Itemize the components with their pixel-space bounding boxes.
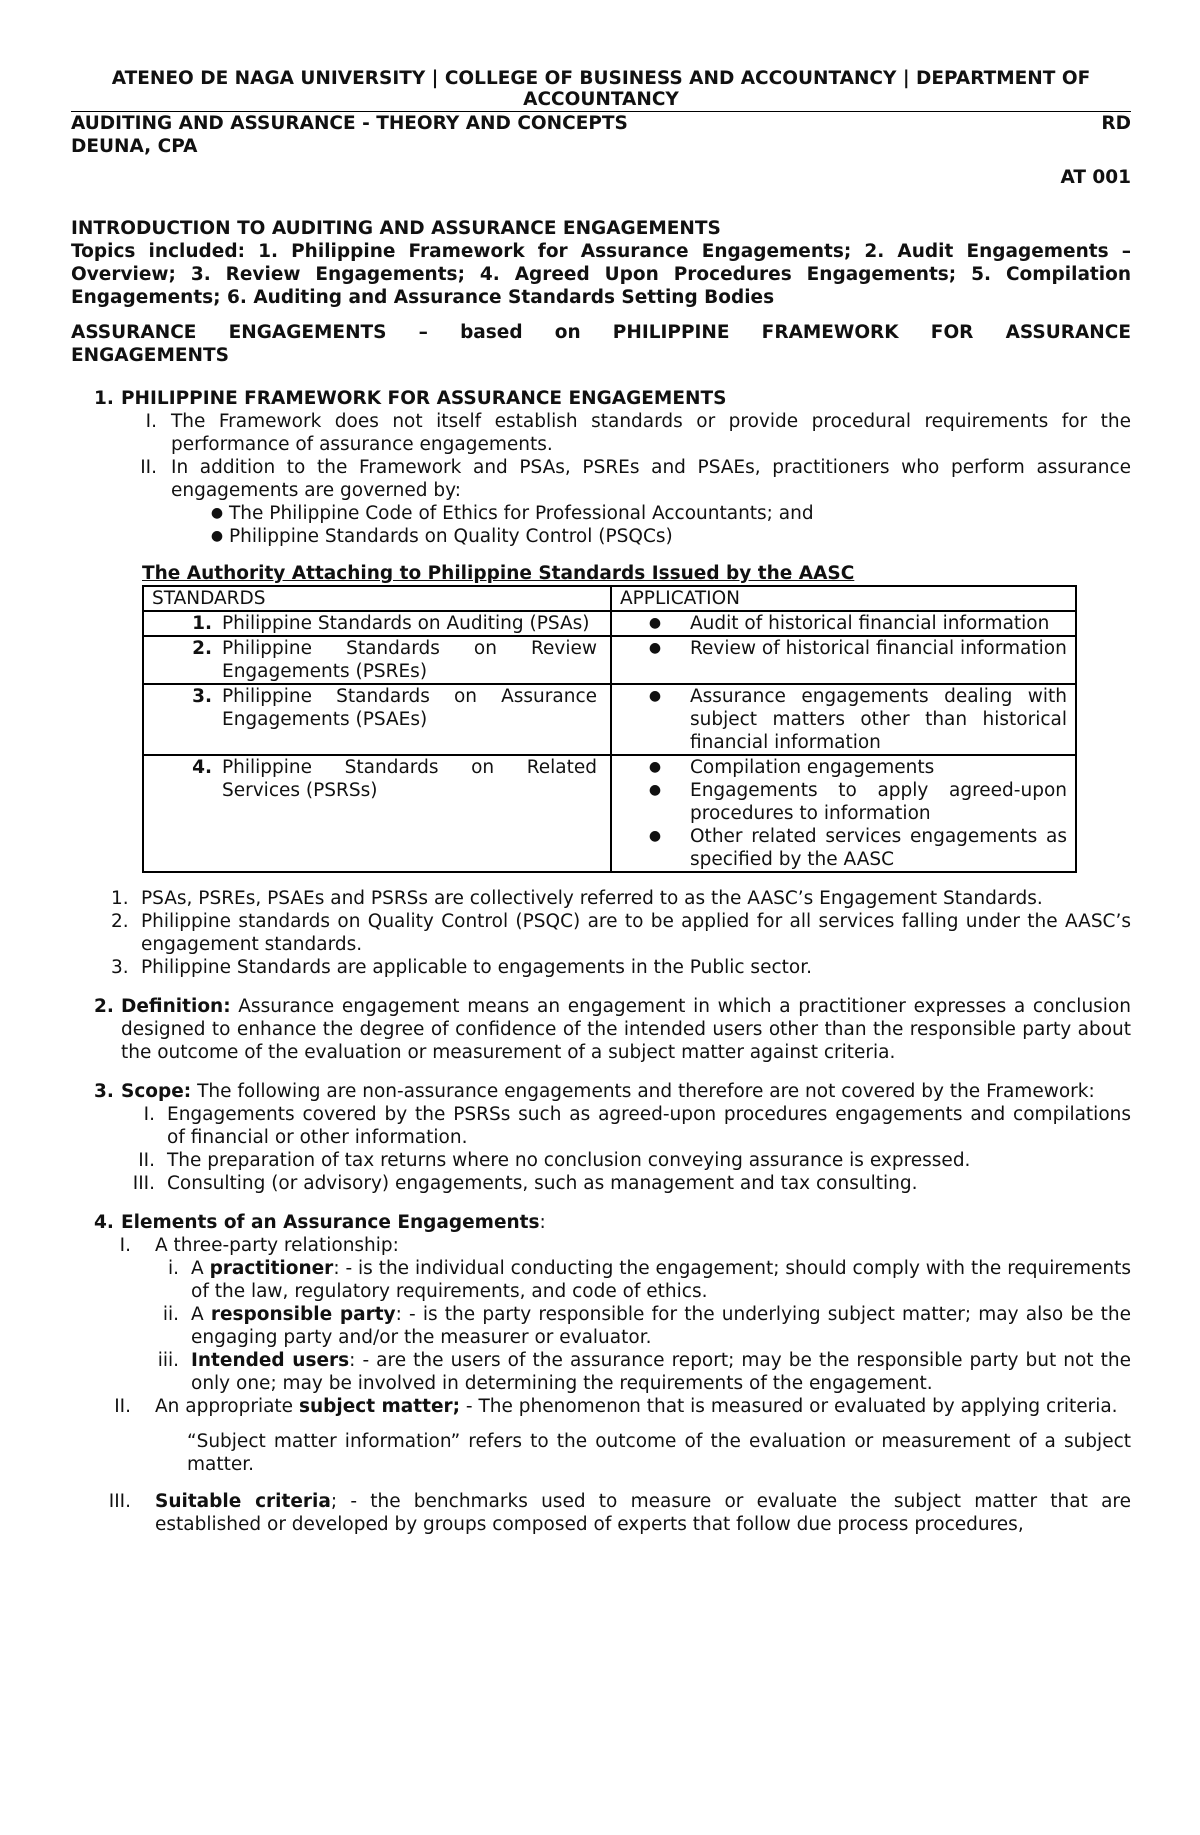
section-1 [94, 387, 1131, 410]
standard-cell [143, 611, 611, 636]
party-body [191, 1349, 1131, 1395]
party-prefix: A [191, 1258, 210, 1279]
topics-included: Topics included: 1. Philippine Framework for Assurance Engagements; 2. Audit Engagements – Overview; 3. Review Engagements; 4. Agreed Upon Procedures Engagements; 5. Compilation Engagements; 6. Auditing and Assurance Standards Setting Bodies [71, 241, 1131, 308]
element-item-3 [59, 1490, 1131, 1536]
scope-item-text: The preparation of tax returns where no conclusion conveying assurance is expressed. [167, 1150, 971, 1171]
application-cell [611, 755, 1076, 872]
party-body [191, 1257, 1131, 1303]
intro-title: INTRODUCTION TO AUDITING AND ASSURANCE ENGAGEMENTS [71, 218, 721, 239]
party-text: : - is the individual conducting the engagement; should comply with the requirements of the law, regulatory requirements, and code of ethics. [191, 1258, 1131, 1302]
section-2-number: 2. [94, 996, 114, 1017]
element-item-1 [59, 1234, 1131, 1257]
scope-item [71, 1172, 1131, 1195]
party-numeral: ii. [162, 1304, 179, 1325]
section-4-title [121, 1211, 1131, 1234]
table-row [143, 684, 1076, 755]
roman-numeral: II. [140, 457, 157, 478]
governance-bullets [205, 502, 1131, 548]
note-text: Philippine standards on Quality Control (PSQC) are to be applied for all services falling under the AASC’s engagement standards. [141, 911, 1131, 955]
party-list [71, 1257, 1131, 1395]
standard-name: Philippine Standards on Review Engagements (PSREs) [222, 638, 597, 682]
bullet-item [205, 502, 1131, 525]
column-header-application: APPLICATION [611, 586, 1076, 611]
institution-header: ATENEO DE NAGA UNIVERSITY | COLLEGE OF BUSINESS AND ACCOUNTANCY | DEPARTMENT OF ACCOUNTANCY [111, 68, 1091, 110]
party-text: : - is the party responsible for the underlying subject matter; may also be the engaging party and/or the measurer or evaluator. [191, 1304, 1131, 1348]
note-number: 3. [111, 957, 129, 978]
bullet-item [205, 525, 1131, 548]
party-text: : - are the users of the assurance report; may be the responsible party but not the only one; may be involved in determining the requirements of the engagement. [191, 1350, 1131, 1394]
section-1-title: PHILIPPINE FRAMEWORK FOR ASSURANCE ENGAGEMENTS [121, 388, 727, 409]
row-number: 4. [192, 757, 212, 778]
scope-text: The following are non-assurance engagements and therefore are not covered by the Framework: [197, 1081, 1095, 1102]
application-item [620, 779, 1067, 825]
bullet-icon: ● [648, 782, 662, 798]
bullet-icon: ● [648, 640, 662, 656]
roman-numeral: I. [119, 1235, 131, 1256]
element-body [155, 1490, 1131, 1536]
scope-label: Scope: [121, 1081, 192, 1102]
application-item [620, 637, 1067, 660]
note-item [111, 910, 1131, 956]
roman-numeral: II. [114, 1396, 131, 1417]
elements-colon: : [539, 1212, 546, 1233]
section-2-body [121, 995, 1131, 1064]
application-text: Engagements to apply agreed-upon procedures to information [690, 780, 1067, 824]
bullet-icon: ● [210, 505, 224, 521]
element-term: subject matter; [298, 1396, 461, 1417]
element-prefix: An appropriate [155, 1396, 299, 1417]
author-name: DEUNA, CPA [71, 136, 198, 157]
scope-item-text: Engagements covered by the PSRSs such as agreed-upon procedures engagements and compilations of financial or other information. [167, 1104, 1131, 1148]
note-text: PSAs, PSREs, PSAEs and PSRSs are collectively referred to as the AASC’s Engagement Standards. [141, 888, 1043, 909]
party-numeral: iii. [157, 1350, 179, 1371]
element-term: Suitable criteria [155, 1491, 331, 1512]
note-number: 1. [111, 888, 129, 909]
roman-numeral: I. [143, 1104, 155, 1125]
note-item [111, 956, 1131, 979]
document-code: AT 001 [1060, 167, 1131, 188]
bullet-text: Philippine Standards on Quality Control (PSQCs) [229, 526, 673, 547]
application-text: Audit of historical financial information [690, 613, 1050, 634]
item-text: The Framework does not itself establish standards or provide procedural requirements for the performance of assurance engagements. [171, 411, 1131, 455]
party-term: Intended users [191, 1350, 350, 1371]
table-row [143, 636, 1076, 684]
section-1-item [121, 456, 1131, 502]
party-prefix: A [191, 1304, 211, 1325]
application-cell [611, 611, 1076, 636]
section-3-number: 3. [94, 1081, 114, 1102]
section-3 [94, 1080, 1131, 1103]
bullet-icon: ● [210, 528, 224, 544]
section-1-number: 1. [94, 388, 114, 409]
table-title: The Authority Attaching to Philippine Standards Issued by the AASC [142, 563, 855, 584]
application-text: Assurance engagements dealing with subject matters other than historical financial information [690, 686, 1067, 753]
roman-numeral: III. [108, 1491, 131, 1512]
standard-cell [143, 755, 611, 872]
row-number: 2. [192, 638, 212, 659]
application-item [620, 825, 1067, 871]
row-number: 1. [192, 613, 212, 634]
application-item [620, 685, 1067, 754]
application-text: Review of historical financial information [690, 638, 1067, 659]
author-initials: RD [1101, 113, 1131, 134]
document-page [71, 68, 1131, 1536]
application-item [620, 756, 1067, 779]
standards-table [142, 585, 1077, 873]
course-row [71, 112, 1131, 135]
application-cell [611, 636, 1076, 684]
standard-cell [143, 636, 611, 684]
scope-item [71, 1103, 1131, 1149]
bullet-icon: ● [648, 828, 662, 844]
application-text: Compilation engagements [690, 757, 935, 778]
roman-numeral: III. [132, 1173, 155, 1194]
section-2 [94, 995, 1131, 1064]
element-item-2 [59, 1395, 1131, 1418]
standard-name: Philippine Standards on Assurance Engagements (PSAEs) [222, 686, 597, 730]
assurance-subtitle: ASSURANCE ENGAGEMENTS – based on PHILIPPINE FRAMEWORK FOR ASSURANCE ENGAGEMENTS [71, 322, 1131, 366]
party-term: practitioner [209, 1258, 334, 1279]
standard-name: Philippine Standards on Related Services (PSRSs) [222, 757, 597, 801]
table-row [143, 755, 1076, 872]
section-1-item [121, 410, 1131, 456]
table-header-row [143, 586, 1076, 611]
element-body [155, 1395, 1131, 1418]
scope-items [71, 1103, 1131, 1195]
bullet-icon: ● [648, 615, 662, 631]
row-number: 3. [192, 686, 212, 707]
definition-label: Definition: [121, 996, 231, 1017]
scope-item [71, 1149, 1131, 1172]
party-item [71, 1349, 1131, 1395]
table-row [143, 611, 1076, 636]
subject-matter-quote: “Subject matter information” refers to the outcome of the evaluation or measurement of a subject matter. [187, 1431, 1131, 1475]
section-3-body [121, 1080, 1131, 1103]
definition-text: Assurance engagement means an engagement in which a practitioner expresses a conclusion designed to enhance the degree of confidence of the intended users other than the responsible party about the outcome of the evaluation or measurement of a subject matter against criteria. [121, 996, 1131, 1063]
item-text: In addition to the Framework and PSAs, PSREs and PSAEs, practitioners who perform assurance engagements are governed by: [171, 457, 1131, 501]
roman-numeral: II. [138, 1150, 155, 1171]
application-item [620, 612, 1067, 635]
party-body [191, 1303, 1131, 1349]
party-numeral: i. [167, 1258, 179, 1279]
party-item [71, 1303, 1131, 1349]
party-term: responsible party [210, 1304, 396, 1325]
course-title: AUDITING AND ASSURANCE - THEORY AND CONCEPTS [71, 113, 628, 134]
element-text: A three-party relationship: [155, 1235, 399, 1256]
scope-item-text: Consulting (or advisory) engagements, such as management and tax consulting. [167, 1173, 918, 1194]
element-text: - The phenomenon that is measured or evaluated by applying criteria. [460, 1396, 1118, 1417]
bullet-text: The Philippine Code of Ethics for Professional Accountants; and [229, 503, 814, 524]
table-notes [71, 887, 1131, 979]
application-text: Other related services engagements as specified by the AASC [690, 826, 1067, 870]
roman-numeral: I. [145, 411, 157, 432]
standard-name: Philippine Standards on Auditing (PSAs) [222, 613, 590, 634]
column-header-standards: STANDARDS [143, 586, 611, 611]
note-item [111, 887, 1131, 910]
note-text: Philippine Standards are applicable to engagements in the Public sector. [141, 957, 812, 978]
standard-cell [143, 684, 611, 755]
section-4 [94, 1211, 1131, 1234]
section-1-items [121, 410, 1131, 548]
party-item [71, 1257, 1131, 1303]
element-text: ; - the benchmarks used to measure or evaluate the subject matter that are established or developed by groups composed of experts that follow due process procedures, [155, 1491, 1131, 1535]
application-cell [611, 684, 1076, 755]
elements-label: Elements of an Assurance Engagements [121, 1212, 540, 1233]
bullet-icon: ● [648, 759, 662, 775]
section-4-number: 4. [94, 1212, 114, 1233]
note-number: 2. [111, 911, 129, 932]
bullet-icon: ● [648, 688, 662, 704]
